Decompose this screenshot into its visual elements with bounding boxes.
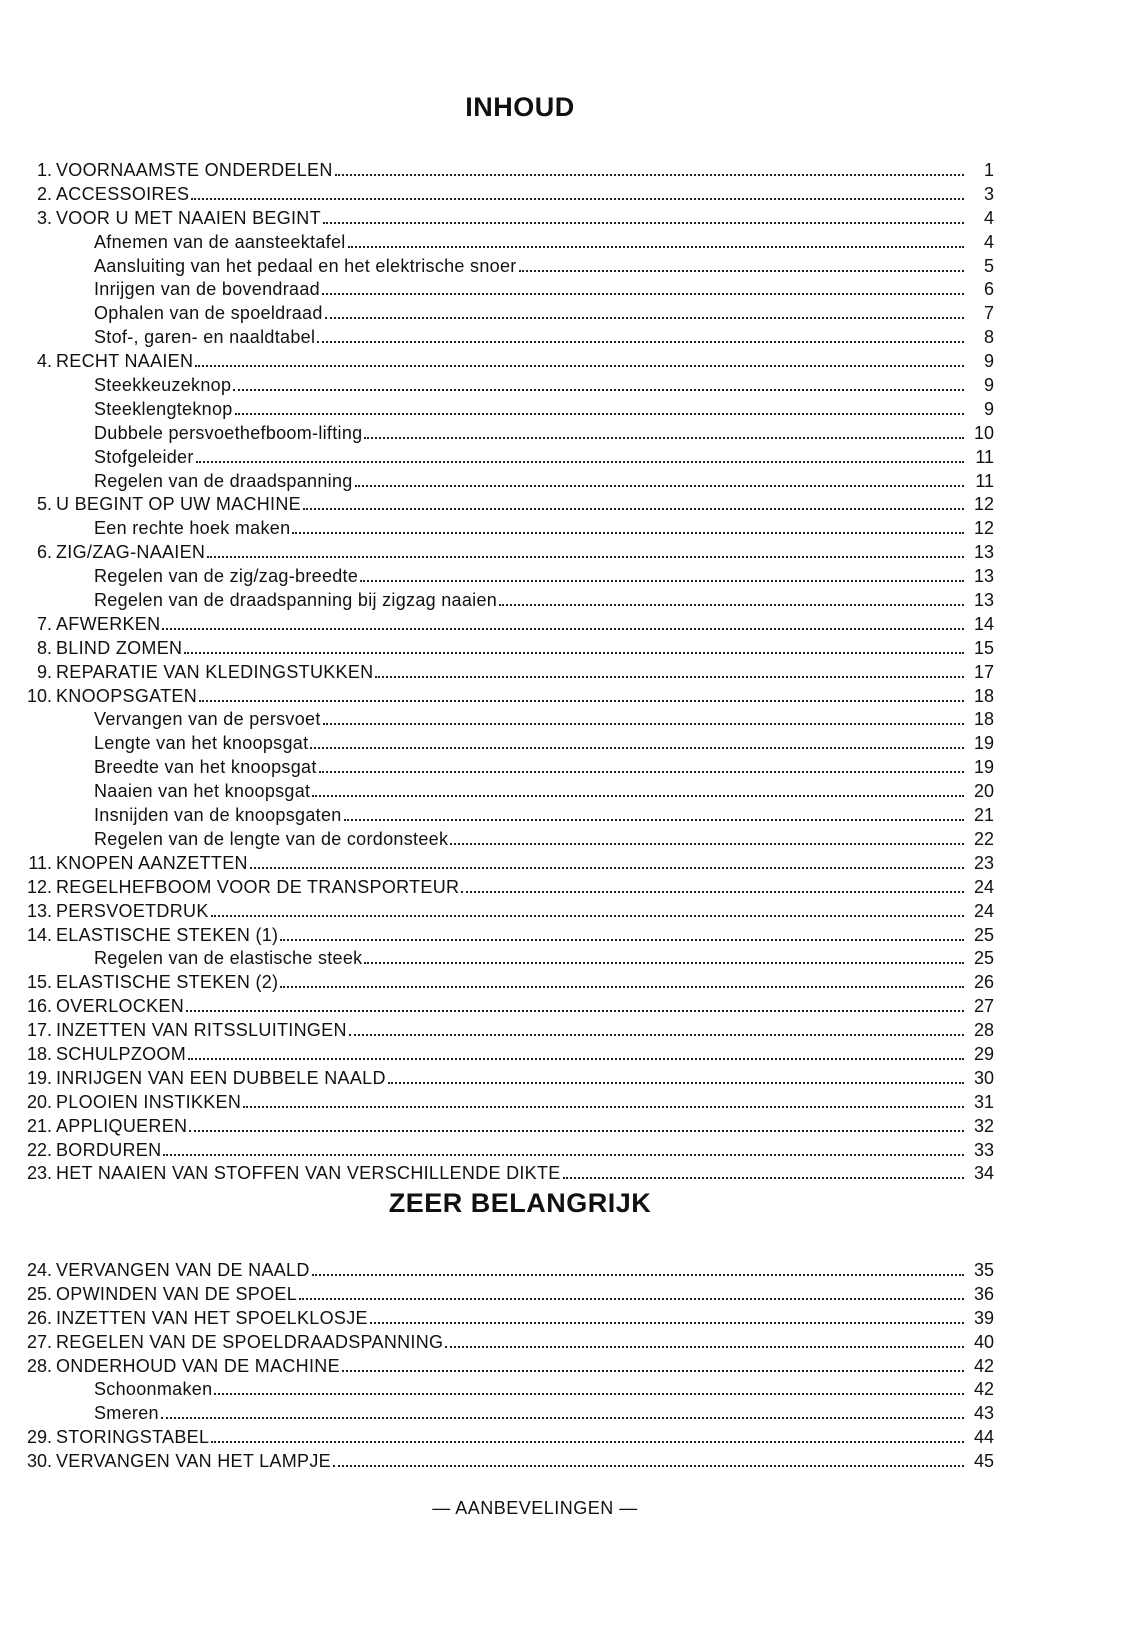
toc-entry-page: 25 xyxy=(973,948,994,969)
toc-entry-page: 8 xyxy=(983,327,994,348)
toc-subentry xyxy=(22,948,994,972)
toc-entry-number: 27. xyxy=(26,1331,52,1352)
toc-entry-title: Breedte van het knoopsgat xyxy=(94,757,317,778)
toc-entry-title: Afnemen van de aansteektafel xyxy=(94,231,346,252)
toc-entry xyxy=(22,853,994,877)
toc-entry-page: 9 xyxy=(983,375,994,396)
dot-leader xyxy=(323,722,964,725)
toc-entry-page: 21 xyxy=(973,805,994,826)
toc-entry-page: 33 xyxy=(973,1139,994,1160)
toc-entry-title: STORINGSTABEL xyxy=(56,1427,210,1448)
toc-subentry xyxy=(22,232,994,256)
dot-leader xyxy=(184,651,964,654)
toc-entry-number: 30. xyxy=(26,1451,52,1472)
toc-entry xyxy=(22,1044,994,1068)
toc-subentry xyxy=(22,256,994,280)
toc-entry-number: 12. xyxy=(26,876,52,897)
toc-entry xyxy=(22,542,994,566)
toc-entry-page: 27 xyxy=(973,996,994,1017)
toc-entry-title: KNOOPSGATEN xyxy=(56,685,197,706)
toc-subentry xyxy=(22,781,994,805)
toc-entry-title: BORDUREN xyxy=(56,1139,162,1160)
toc-entry-number: 11. xyxy=(28,852,52,873)
toc-entry xyxy=(22,1020,994,1044)
toc-entry-page: 13 xyxy=(973,566,994,587)
toc-entry-title: HET NAAIEN VAN STOFFEN VAN VERSCHILLENDE DIKTE xyxy=(56,1163,561,1184)
dot-leader xyxy=(243,1105,964,1108)
toc-entry-title: INZETTEN VAN RITSSLUITINGEN xyxy=(56,1020,347,1041)
toc-entry xyxy=(22,1332,994,1356)
toc-entry-page: 1 xyxy=(983,160,994,180)
toc-entry-title: Regelen van de elastische steek xyxy=(94,948,363,969)
toc-entry-title: Regelen van de zig/zag-breedte xyxy=(94,566,359,587)
dot-leader xyxy=(161,1416,964,1419)
toc-entry-title: Aansluiting van het pedaal en het elektrische snoer xyxy=(94,255,517,276)
toc-entry-number: 21. xyxy=(26,1115,52,1136)
toc-subentry xyxy=(22,327,994,351)
dot-leader xyxy=(292,531,964,534)
toc-entry-number: 28. xyxy=(26,1355,52,1376)
toc-entry-page: 19 xyxy=(973,733,994,754)
toc-entry-page: 11 xyxy=(975,446,994,467)
dot-leader xyxy=(445,1345,964,1348)
toc-entry-title: Insnijden van de knoopsgaten xyxy=(94,805,342,826)
toc-entry-title: Naaien van het knoopsgat xyxy=(94,781,311,802)
toc-entry-number: 19. xyxy=(26,1067,52,1088)
toc-entry-title: OPWINDEN VAN DE SPOEL xyxy=(56,1283,298,1304)
toc-entry xyxy=(22,1308,994,1332)
toc-entry-title: REGELEN VAN DE SPOELDRAADSPANNING xyxy=(56,1331,444,1352)
table-of-contents xyxy=(22,160,994,1187)
dot-leader xyxy=(388,1081,964,1084)
dot-leader xyxy=(360,579,964,582)
toc-entry-title: SCHULPZOOM xyxy=(56,1043,187,1064)
dot-leader xyxy=(461,890,964,893)
toc-entry-number: 15. xyxy=(26,972,52,993)
toc-entry xyxy=(22,1092,994,1116)
toc-entry-page: 24 xyxy=(973,900,994,921)
toc-entry-page: 28 xyxy=(973,1020,994,1041)
dot-leader xyxy=(214,1392,964,1395)
toc-subentry xyxy=(22,566,994,590)
toc-entry-title: VERVANGEN VAN HET LAMPJE xyxy=(56,1451,331,1472)
dot-leader xyxy=(233,388,964,391)
table-of-contents-important xyxy=(22,1260,994,1475)
toc-entry xyxy=(22,351,994,375)
toc-entry-page: 39 xyxy=(973,1307,994,1328)
toc-entry-number: 29. xyxy=(26,1427,52,1448)
dot-leader xyxy=(364,436,964,439)
dot-leader xyxy=(323,221,964,224)
dot-leader xyxy=(519,269,964,272)
toc-entry-number: 20. xyxy=(26,1091,52,1112)
toc-entry-page: 11 xyxy=(975,470,994,491)
dot-leader xyxy=(322,292,964,295)
toc-entry-page: 18 xyxy=(973,685,994,706)
toc-subentry xyxy=(22,733,994,757)
toc-subentry xyxy=(22,829,994,853)
toc-entry-page: 44 xyxy=(973,1427,994,1448)
toc-entry-page: 24 xyxy=(973,876,994,897)
toc-entry-page: 36 xyxy=(973,1283,994,1304)
toc-entry-page: 43 xyxy=(973,1403,994,1424)
toc-entry-page: 3 xyxy=(983,183,994,204)
toc-entry-title: Regelen van de draadspanning bij zigzag naaien xyxy=(94,590,498,611)
toc-entry xyxy=(22,901,994,925)
toc-entry-number: 26. xyxy=(26,1307,52,1328)
toc-entry-number: 18. xyxy=(26,1043,52,1064)
toc-entry-page: 17 xyxy=(973,661,994,682)
toc-entry-page: 42 xyxy=(973,1379,994,1400)
dot-leader xyxy=(370,1321,964,1324)
dot-leader xyxy=(349,1033,964,1036)
dot-leader xyxy=(186,1009,964,1012)
toc-entry-title: Lengte van het knoopsgat xyxy=(94,733,309,754)
toc-entry-title: Steeklengteknop xyxy=(94,398,233,419)
toc-entry-page: 23 xyxy=(973,852,994,873)
toc-entry-title: INRIJGEN VAN EEN DUBBELE NAALD xyxy=(56,1067,386,1088)
dot-leader xyxy=(312,1273,964,1276)
dot-leader xyxy=(235,412,964,415)
dot-leader xyxy=(335,173,964,176)
toc-entry-title: Een rechte hoek maken xyxy=(94,518,291,539)
toc-entry xyxy=(22,494,994,518)
toc-entry-page: 12 xyxy=(973,494,994,515)
toc-entry-title: Dubbele persvoethefboom-lifting xyxy=(94,422,363,443)
dot-leader xyxy=(303,507,964,510)
toc-entry-number: 3. xyxy=(36,207,52,228)
dot-leader xyxy=(280,985,964,988)
toc-entry-title: INZETTEN VAN HET SPOELKLOSJE xyxy=(56,1307,368,1328)
toc-entry-number: 22. xyxy=(26,1139,52,1160)
toc-entry-page: 12 xyxy=(973,518,994,539)
toc-entry-page: 22 xyxy=(973,828,994,849)
dot-leader xyxy=(364,961,964,964)
toc-entry-title: VOOR U MET NAAIEN BEGINT xyxy=(56,207,321,228)
toc-entry-title: Stof-, garen- en naaldtabel xyxy=(94,327,316,348)
dot-leader xyxy=(207,555,964,558)
dot-leader xyxy=(342,1369,964,1372)
toc-subentry xyxy=(22,757,994,781)
toc-entry-title: VERVANGEN VAN DE NAALD xyxy=(56,1260,310,1280)
toc-entry-title: REPARATIE VAN KLEDINGSTUKKEN xyxy=(56,661,374,682)
toc-entry-page: 15 xyxy=(973,637,994,658)
toc-entry xyxy=(22,972,994,996)
toc-entry-title: Inrijgen van de bovendraad xyxy=(94,279,320,300)
toc-entry-page: 40 xyxy=(973,1331,994,1352)
toc-entry-title: Steekkeuzeknop xyxy=(94,375,232,396)
toc-entry-number: 10. xyxy=(26,685,52,706)
toc-entry xyxy=(22,1260,994,1284)
dot-leader xyxy=(499,603,964,606)
toc-entry-page: 4 xyxy=(983,207,994,228)
dot-leader xyxy=(191,197,964,200)
dot-leader xyxy=(196,460,964,463)
toc-entry-number: 23. xyxy=(26,1163,52,1184)
toc-entry-title: Ophalen van de spoeldraad xyxy=(94,303,323,324)
toc-entry xyxy=(22,996,994,1020)
page-title: INHOUD xyxy=(465,92,575,122)
toc-entry-title: ACCESSOIRES xyxy=(56,183,190,204)
toc-entry-title: Regelen van de lengte van de cordonsteek xyxy=(94,828,449,849)
toc-entry xyxy=(22,662,994,686)
toc-entry xyxy=(22,925,994,949)
toc-subentry xyxy=(22,1403,994,1427)
toc-entry-title: Schoonmaken xyxy=(94,1379,213,1400)
toc-entry xyxy=(22,614,994,638)
dot-leader xyxy=(310,746,964,749)
dot-leader xyxy=(312,794,964,797)
toc-entry xyxy=(22,160,994,184)
toc-entry-title: Smeren xyxy=(94,1403,159,1424)
toc-subentry xyxy=(22,303,994,327)
dot-leader xyxy=(563,1176,964,1179)
dot-leader xyxy=(348,245,964,248)
toc-entry-title: ZIG/ZAG-NAAIEN xyxy=(56,542,206,563)
toc-entry-title: ONDERHOUD VAN DE MACHINE xyxy=(56,1355,340,1376)
toc-subentry xyxy=(22,518,994,542)
dot-leader xyxy=(199,699,964,702)
toc-entry xyxy=(22,686,994,710)
dot-leader xyxy=(299,1297,964,1300)
toc-entry-page: 18 xyxy=(973,709,994,730)
dot-leader xyxy=(211,1440,964,1443)
toc-entry-title: Regelen van de draadspanning xyxy=(94,470,353,491)
toc-entry-title: Stofgeleider xyxy=(94,446,194,467)
toc-entry xyxy=(22,1451,994,1475)
toc-entry-page: 35 xyxy=(973,1260,994,1280)
toc-entry-title: REGELHEFBOOM VOOR DE TRANSPORTEUR xyxy=(56,876,460,897)
toc-entry-page: 10 xyxy=(973,422,994,443)
dot-leader xyxy=(317,340,964,343)
toc-entry-page: 42 xyxy=(973,1355,994,1376)
toc-subentry xyxy=(22,1379,994,1403)
toc-entry-title: BLIND ZOMEN xyxy=(56,637,183,658)
dot-leader xyxy=(450,842,964,845)
toc-entry-title: KNOPEN AANZETTEN xyxy=(56,852,248,873)
toc-subentry xyxy=(22,423,994,447)
toc-entry-page: 14 xyxy=(973,613,994,634)
dot-leader xyxy=(319,770,964,773)
toc-entry-page: 45 xyxy=(973,1451,994,1472)
toc-entry-title: U BEGINT OP UW MACHINE xyxy=(56,494,301,515)
dot-leader xyxy=(280,938,964,941)
dot-leader xyxy=(333,1464,964,1467)
dot-leader xyxy=(211,914,964,917)
toc-entry xyxy=(22,184,994,208)
toc-entry-number: 24. xyxy=(26,1260,52,1280)
toc-subentry xyxy=(22,805,994,829)
toc-entry xyxy=(22,1163,994,1187)
toc-subentry xyxy=(22,279,994,303)
toc-entry xyxy=(22,877,994,901)
dot-leader xyxy=(375,675,964,678)
toc-entry-page: 9 xyxy=(983,351,994,372)
toc-entry-page: 20 xyxy=(973,781,994,802)
toc-entry xyxy=(22,1140,994,1164)
toc-entry-title: OVERLOCKEN xyxy=(56,996,185,1017)
toc-entry xyxy=(22,208,994,232)
toc-entry xyxy=(22,1356,994,1380)
toc-entry-title: PLOOIEN INSTIKKEN xyxy=(56,1091,242,1112)
toc-entry-number: 5. xyxy=(36,494,52,515)
toc-entry-title: ELASTISCHE STEKEN (2) xyxy=(56,972,279,993)
dot-leader xyxy=(189,1129,964,1132)
toc-entry xyxy=(22,638,994,662)
toc-entry-title: Vervangen van de persvoet xyxy=(94,709,321,730)
dot-leader xyxy=(325,316,964,319)
toc-entry-page: 34 xyxy=(973,1163,994,1184)
toc-entry xyxy=(22,1284,994,1308)
toc-entry-number: 17. xyxy=(26,1020,52,1041)
dot-leader xyxy=(162,627,964,630)
toc-subentry xyxy=(22,399,994,423)
toc-entry-number: 2. xyxy=(36,183,52,204)
toc-entry-page: 13 xyxy=(973,542,994,563)
dot-leader xyxy=(195,364,964,367)
toc-entry-number: 7. xyxy=(36,613,52,634)
section-heading: ZEER BELANGRIJK xyxy=(388,1188,652,1218)
toc-entry xyxy=(22,1068,994,1092)
toc-entry-number: 16. xyxy=(26,996,52,1017)
toc-entry-page: 5 xyxy=(983,255,994,276)
toc-subentry xyxy=(22,375,994,399)
toc-entry-number: 6. xyxy=(36,542,52,563)
toc-entry-page: 19 xyxy=(973,757,994,778)
dot-leader xyxy=(250,866,964,869)
toc-entry-page: 25 xyxy=(973,924,994,945)
toc-entry-title: APPLIQUEREN xyxy=(56,1115,188,1136)
dot-leader xyxy=(355,484,964,487)
toc-entry-number: 8. xyxy=(36,637,52,658)
toc-entry-title: VOORNAAMSTE ONDERDELEN xyxy=(56,160,333,180)
toc-subentry xyxy=(22,471,994,495)
toc-entry-number: 14. xyxy=(26,924,52,945)
toc-entry-title: AFWERKEN xyxy=(56,613,161,634)
toc-entry-page: 31 xyxy=(973,1091,994,1112)
dot-leader xyxy=(344,818,964,821)
toc-entry-page: 29 xyxy=(973,1043,994,1064)
toc-entry xyxy=(22,1116,994,1140)
footer-recommendations: — AANBEVELINGEN — xyxy=(432,1498,638,1518)
toc-entry-number: 1. xyxy=(36,160,52,180)
toc-subentry xyxy=(22,447,994,471)
toc-entry-title: ELASTISCHE STEKEN (1) xyxy=(56,924,279,945)
toc-entry-number: 13. xyxy=(26,900,52,921)
toc-entry xyxy=(22,1427,994,1451)
toc-entry-page: 26 xyxy=(973,972,994,993)
toc-subentry xyxy=(22,590,994,614)
dot-leader xyxy=(163,1153,964,1156)
toc-entry-page: 32 xyxy=(973,1115,994,1136)
toc-entry-page: 6 xyxy=(983,279,994,300)
toc-entry-number: 9. xyxy=(36,661,52,682)
toc-entry-page: 9 xyxy=(983,398,994,419)
toc-subentry xyxy=(22,709,994,733)
toc-entry-page: 7 xyxy=(983,303,994,324)
toc-entry-number: 25. xyxy=(26,1283,52,1304)
toc-entry-page: 4 xyxy=(983,231,994,252)
toc-entry-page: 13 xyxy=(973,590,994,611)
toc-entry-number: 4. xyxy=(36,351,52,372)
dot-leader xyxy=(188,1057,964,1060)
toc-entry-page: 30 xyxy=(973,1067,994,1088)
toc-entry-title: PERSVOETDRUK xyxy=(56,900,209,921)
toc-entry-title: RECHT NAAIEN xyxy=(56,351,194,372)
